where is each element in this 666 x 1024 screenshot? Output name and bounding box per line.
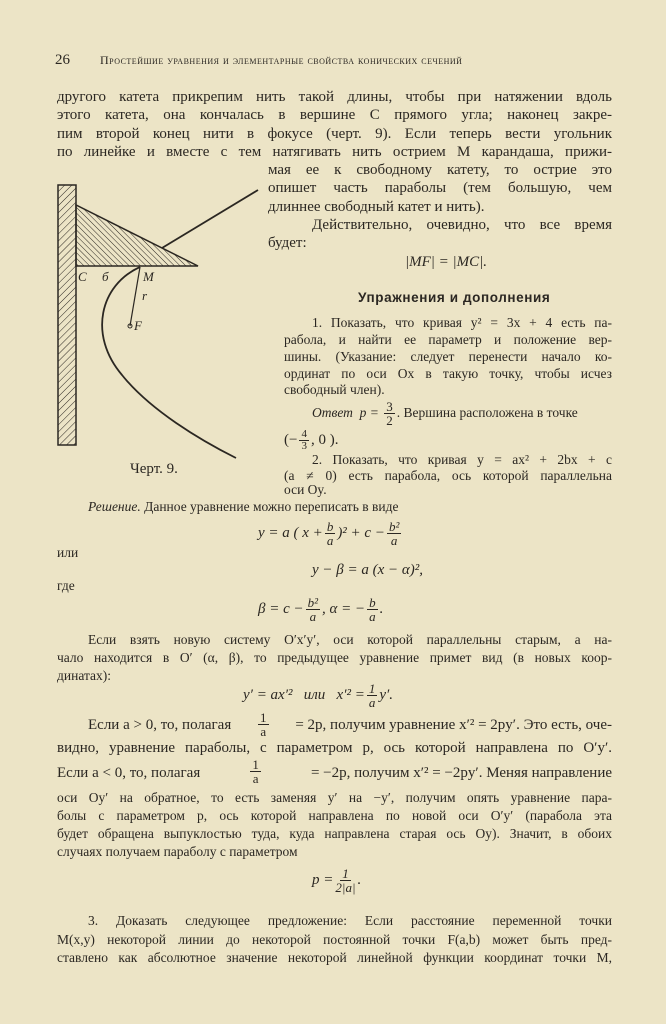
text-line	[57, 758, 612, 788]
text-line: рабола, и найти ее параметр и положение вер-	[284, 332, 612, 347]
section-heading: Упражнения и дополнения	[358, 290, 551, 305]
eq-part: y = a ( x +	[258, 525, 323, 541]
set-square-triangle	[76, 205, 198, 266]
text-part: = −2p, получим x′² = −2py′. Меняя направление	[310, 765, 612, 781]
numerator: 1	[260, 710, 267, 725]
fraction	[387, 520, 401, 547]
fraction	[306, 596, 320, 623]
text-line	[88, 711, 612, 739]
text-line: 2. Показать, что кривая y = ax² + 2bx + c	[312, 452, 612, 467]
eq-part: , α = −	[322, 601, 366, 617]
label-c: C	[78, 269, 87, 284]
denominator: 2|a|	[335, 880, 356, 896]
text-line: другого катета прикрепим нить такой длины, чтобы при натяжении вдоль	[57, 89, 612, 105]
fraction	[299, 429, 309, 452]
string-line	[162, 190, 258, 248]
fraction	[384, 400, 395, 427]
denominator: 2	[386, 413, 393, 429]
text-line: опишет часть параболы (тем большую, чем	[268, 180, 612, 196]
eq-part: y′ = ax′² или x′² =	[243, 687, 365, 703]
numerator: b²	[307, 595, 319, 611]
text-line: будет обращена выпуклостью туда, куда направлена старая ось Oy). Значит, в обоих	[57, 826, 612, 841]
numerator: 4	[301, 428, 307, 441]
fraction	[258, 711, 269, 739]
solution-line	[88, 499, 398, 515]
fraction	[325, 520, 336, 547]
eq-part: y′.	[379, 687, 394, 703]
fraction	[335, 867, 355, 894]
text-or: или	[57, 545, 79, 560]
text-line: чало находится в O′ (α, β), то предыдущее уравнение примет вид (в новых коор-	[57, 650, 612, 665]
label-f: F	[134, 318, 142, 333]
text-line: динатах):	[57, 668, 112, 683]
numerator: b²	[388, 519, 400, 535]
ruler	[58, 185, 76, 445]
text-line: этого катета, она кончалась в вершине C прямого угла; наконец закре-	[57, 107, 612, 123]
denominator: a	[260, 724, 267, 739]
eq-part: )² + c −	[337, 525, 385, 541]
label-m: M	[143, 269, 154, 284]
denominator: 3	[301, 440, 307, 453]
equation-5	[312, 863, 361, 897]
text-line: Если взять новую систему O′x′y′, оси которой параллельны старым, а на-	[88, 632, 612, 647]
eq-part: .	[379, 601, 384, 617]
equation-2: y − β = a (x − α)²,	[312, 562, 424, 578]
text-line: M(x,y) некоторой линии до некоторой постоянной точки F(a,b) может быть пред-	[57, 932, 612, 947]
denominator: a	[309, 609, 317, 625]
denominator: a	[390, 533, 398, 549]
text-line: свободный член).	[284, 382, 385, 397]
figure-parabola-construction	[40, 160, 270, 460]
fraction	[367, 596, 378, 623]
text-part: Если a > 0, то, полагая	[88, 717, 232, 733]
denominator: a	[368, 695, 376, 711]
text-part: = 2p, получим уравнение x′² = 2py′. Это есть, оче-	[295, 717, 612, 733]
numerator: b	[369, 595, 376, 611]
text-line: случаях получаем параболу с параметром	[57, 844, 298, 859]
text-line: мая ее к свободному катету, то острие это	[268, 162, 612, 178]
answer-line	[312, 398, 578, 428]
equation-3	[258, 592, 383, 626]
parabola-curve	[102, 267, 236, 458]
text-part: Если a < 0, то, полагая	[57, 765, 201, 781]
text-line: оси Oy.	[284, 482, 327, 497]
paren: (−	[284, 432, 298, 448]
eq-part: .	[357, 872, 362, 888]
eq-part: β = c −	[258, 601, 304, 617]
figure-caption: Черт. 9.	[130, 461, 178, 477]
eq-part: p =	[312, 872, 334, 888]
text-line: ординат по оси Ox в такую точку, чтобы исчез	[284, 366, 612, 381]
numerator: 3	[386, 399, 393, 415]
equation-4	[243, 680, 393, 710]
fraction	[250, 758, 261, 788]
text-line: шины. (Указание: следует перенести начало ко-	[284, 349, 612, 364]
numerator: 1	[252, 757, 259, 772]
label-r: r	[142, 288, 148, 303]
equation-1	[258, 516, 403, 550]
answer-label: Ответ	[312, 405, 353, 420]
text-line: ставлено как абсолютное значение некоторой линейной функции координат точки M,	[57, 950, 612, 965]
text-line: пим второй конец нити в фокусе (черт. 9). Если теперь вести угольник	[57, 126, 612, 142]
denominator: a	[369, 609, 376, 625]
text-line: 1. Показать, что кривая y² = 3x + 4 есть па-	[312, 315, 612, 330]
denominator: a	[252, 771, 259, 786]
denominator: a	[326, 533, 334, 549]
numerator: 1	[342, 866, 349, 882]
formula-mf-mc: |MF| = |MC|.	[405, 254, 488, 270]
solution-text: Данное уравнение можно переписать в виде	[144, 499, 399, 514]
vertex-coordinates	[284, 428, 338, 452]
text-line: (a ≠ 0) есть парабола, ось которой параллельна	[284, 468, 612, 483]
text-line: длиннее свободный катет и нить).	[268, 199, 485, 215]
numerator: b	[326, 519, 334, 535]
paren: , 0 ).	[310, 432, 339, 448]
answer-p: p =	[359, 405, 379, 420]
text-line: 3. Доказать следующее предложение: Если расстояние переменной точки	[88, 913, 612, 928]
numerator: 1	[368, 681, 376, 697]
label-d: б	[102, 269, 109, 284]
answer-rest: . Вершина расположена в точке	[396, 405, 578, 420]
fraction	[367, 682, 378, 709]
text-line: болы с параметром p, ось которой направлена по новой оси O′y′ (парабола эта	[57, 808, 612, 823]
solution-label: Решение.	[88, 499, 141, 514]
text-line: Действительно, очевидно, что все время	[312, 217, 612, 233]
text-line: оси Oy′ на обратное, то есть заменяя y′ на −y′, получим опять уравнение пара-	[57, 790, 612, 805]
text-line: будет:	[268, 235, 307, 251]
text-line: видно, уравнение параболы, с параметром p, ось которой направлена по O′y′.	[57, 740, 612, 756]
text-line: по линейке и вместе с тем натягивать нить острием M карандаша, прижи-	[57, 144, 612, 160]
text-where: где	[57, 578, 75, 593]
running-title: Простейшие уравнения и элементарные свойства конических сечений	[100, 53, 463, 67]
page-number: 26	[55, 52, 70, 68]
